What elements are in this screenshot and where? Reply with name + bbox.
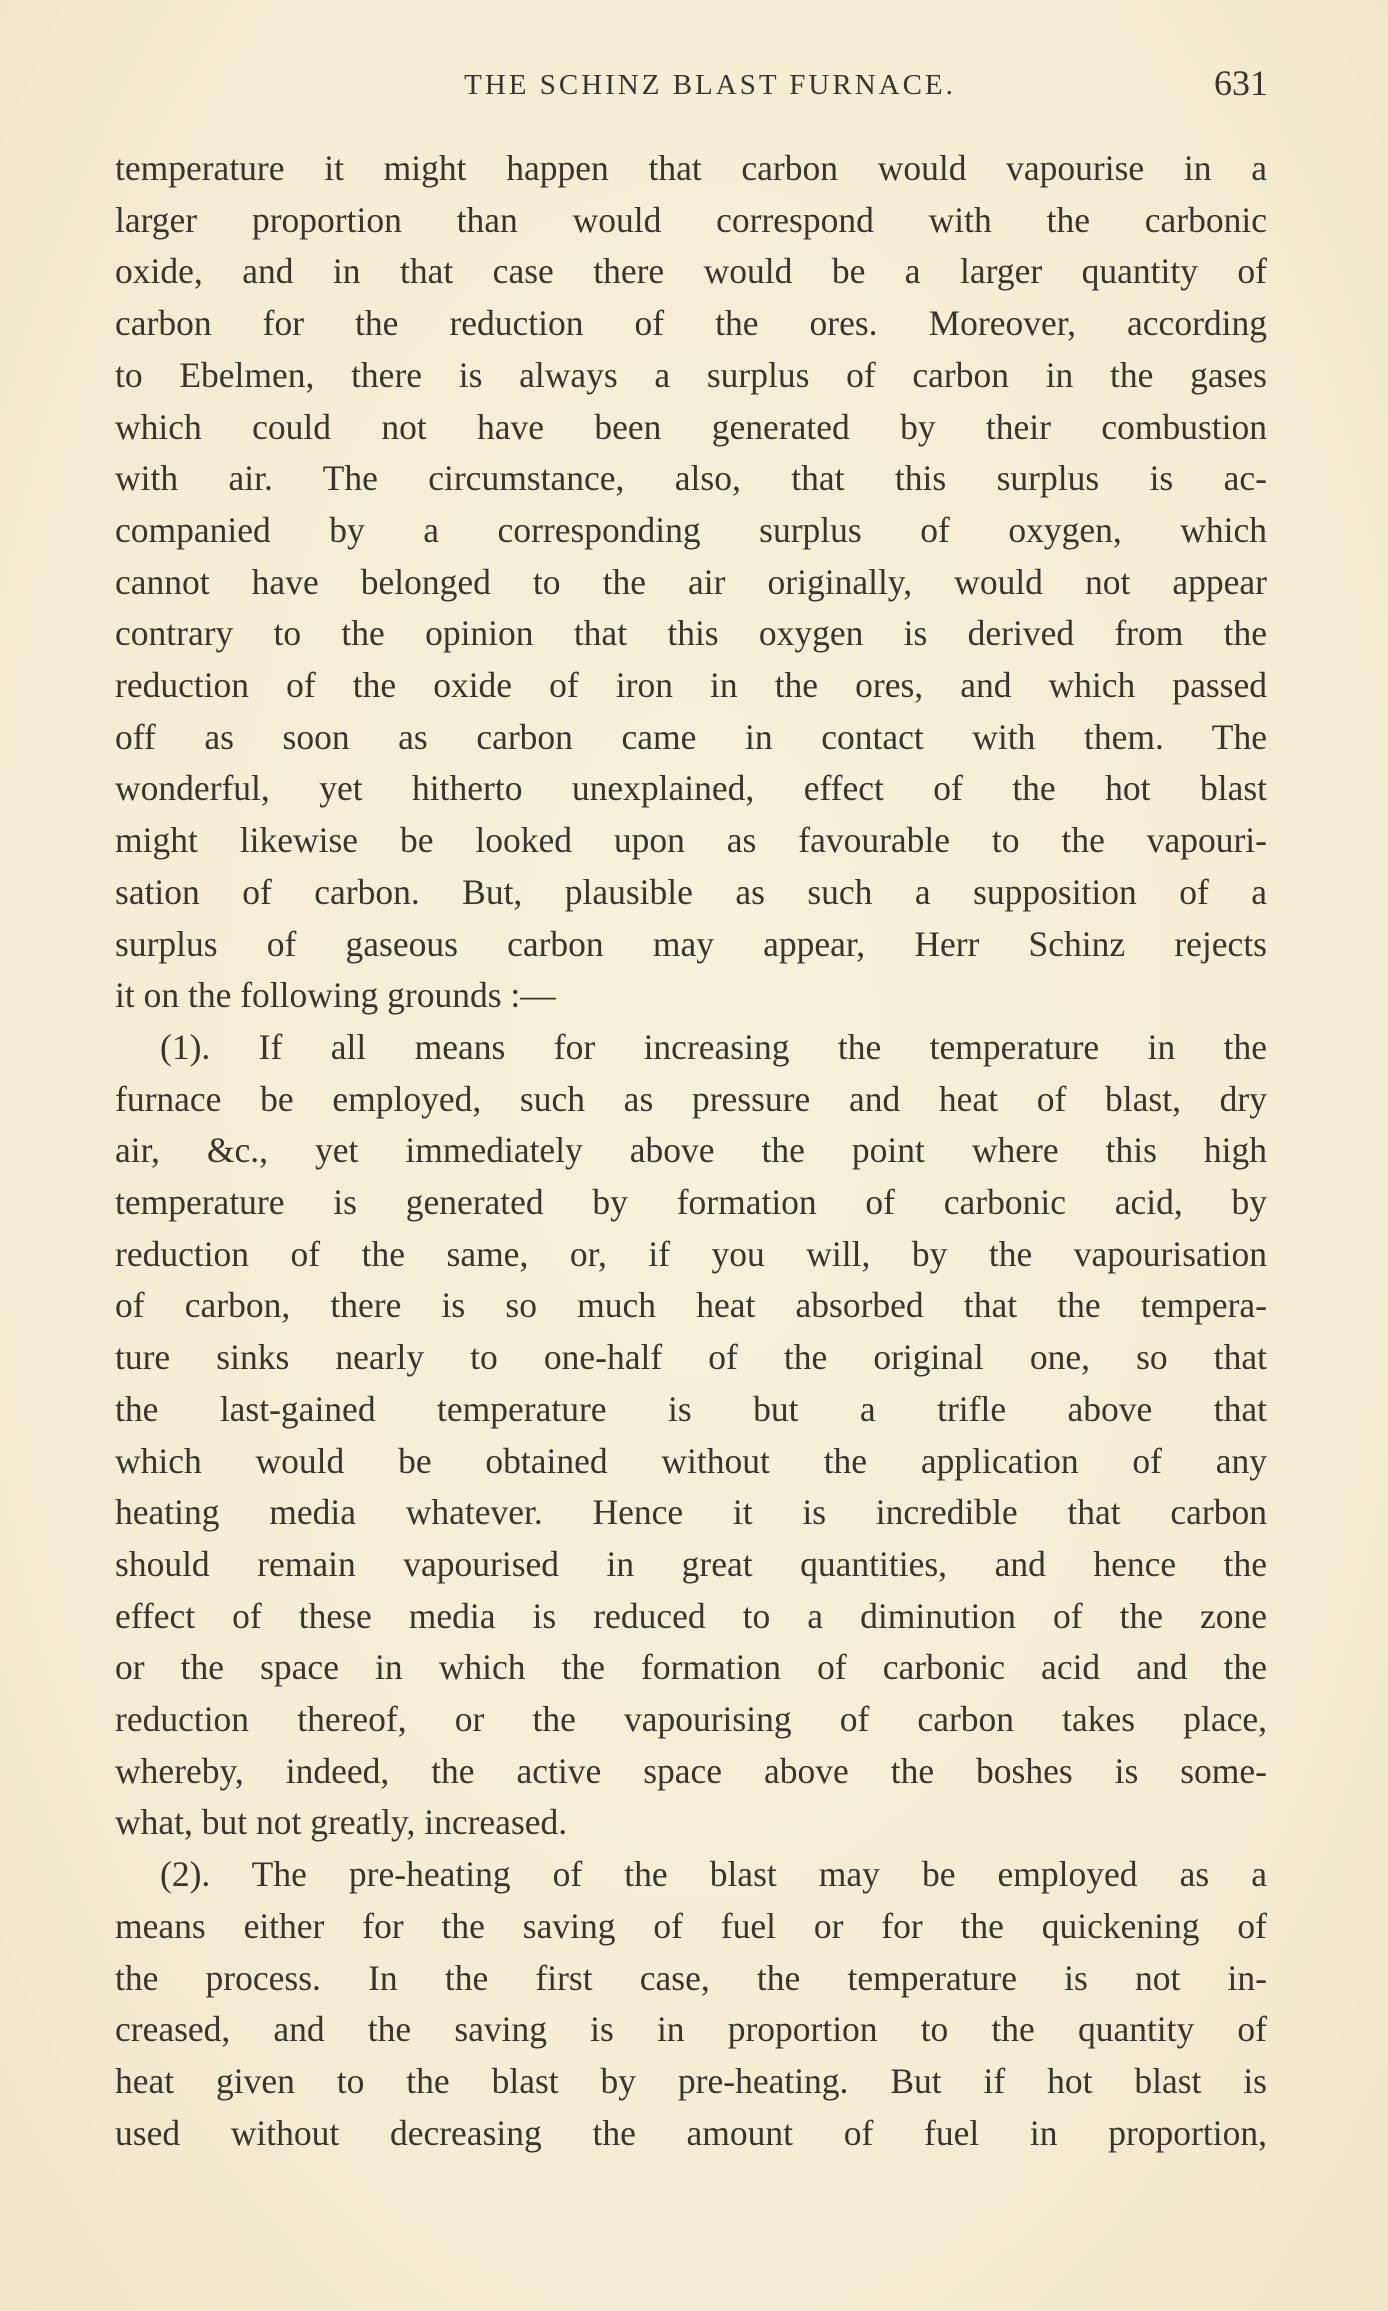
text-line: might likewise be looked upon as favourable to the vapouri-: [115, 820, 1267, 861]
page-number: 631: [1214, 63, 1268, 103]
text-line: temperature is generated by formation of carbonic acid, by: [115, 1182, 1267, 1222]
text-line: which would be obtained without the application of any: [115, 1440, 1267, 1481]
running-title: THE SCHINZ BLAST FURNACE.: [464, 69, 956, 101]
text-line: temperature it might happen that carbon would vapourise in a: [115, 148, 1267, 188]
text-line: whereby, indeed, the active space above the boshes is some-: [115, 1750, 1267, 1791]
text-line: (1). If all means for increasing the temperature in the: [160, 1026, 1267, 1067]
text-line: oxide, and in that case there would be a larger quantity of: [115, 251, 1267, 292]
text-line: cannot have belonged to the air originally, would not appear: [115, 561, 1267, 602]
text-line: heat given to the blast by pre-heating. But if hot blast is: [115, 2060, 1267, 2101]
text-line: furnace be employed, such as pressure and heat of blast, dry: [115, 1078, 1267, 1119]
text-line: means either for the saving of fuel or for the quickening of: [115, 1905, 1267, 1946]
text-line: effect of these media is reduced to a diminution of the zone: [115, 1595, 1267, 1636]
text-line: to Ebelmen, there is always a surplus of carbon in the gases: [115, 354, 1267, 395]
text-line: (2). The pre-heating of the blast may be employed as a: [160, 1854, 1267, 1895]
text-line: used without decreasing the amount of fuel in proportion,: [115, 2112, 1267, 2153]
text-line: the process. In the first case, the temperature is not in-: [115, 1957, 1267, 1998]
text-line: contrary to the opinion that this oxygen is derived from the: [115, 613, 1267, 654]
text-line: of carbon, there is so much heat absorbed that the tempera-: [115, 1285, 1267, 1326]
text-line: reduction of the same, or, if you will, by the vapourisation: [115, 1233, 1267, 1274]
text-line: ture sinks nearly to one-half of the original one, so that: [115, 1337, 1267, 1378]
text-line: sation of carbon. But, plausible as such a supposition of a: [115, 871, 1267, 912]
text-line: heating media whatever. Hence it is incredible that carbon: [115, 1492, 1267, 1533]
text-line: creased, and the saving is in proportion to the quantity of: [115, 2009, 1267, 2050]
text-line: what, but not greatly, increased.: [115, 1802, 568, 1843]
text-line: which could not have been generated by their combustion: [115, 406, 1267, 447]
text-line: with air. The circumstance, also, that this surplus is ac-: [115, 458, 1267, 499]
text-line: the last-gained temperature is but a trifle above that: [115, 1388, 1267, 1429]
text-line: off as soon as carbon came in contact with them. The: [115, 716, 1267, 757]
text-line: wonderful, yet hitherto unexplained, effect of the hot blast: [115, 768, 1267, 809]
text-line: reduction of the oxide of iron in the ores, and which passed: [115, 665, 1267, 705]
text-line: should remain vapourised in great quantities, and hence the: [115, 1543, 1267, 1584]
text-line: or the space in which the formation of carbonic acid and the: [115, 1647, 1267, 1688]
text-line: companied by a corresponding surplus of oxygen, which: [115, 509, 1267, 550]
text-line: reduction thereof, or the vapourising of carbon takes place,: [115, 1699, 1267, 1739]
text-line: air, &c., yet immediately above the point where this high: [115, 1130, 1267, 1171]
text-line: larger proportion than would correspond with the carbonic: [115, 199, 1267, 240]
text-line: surplus of gaseous carbon may appear, Herr Schinz rejects: [115, 923, 1267, 964]
text-line: it on the following grounds :—: [115, 975, 556, 1016]
text-line: carbon for the reduction of the ores. Moreover, according: [115, 303, 1267, 344]
